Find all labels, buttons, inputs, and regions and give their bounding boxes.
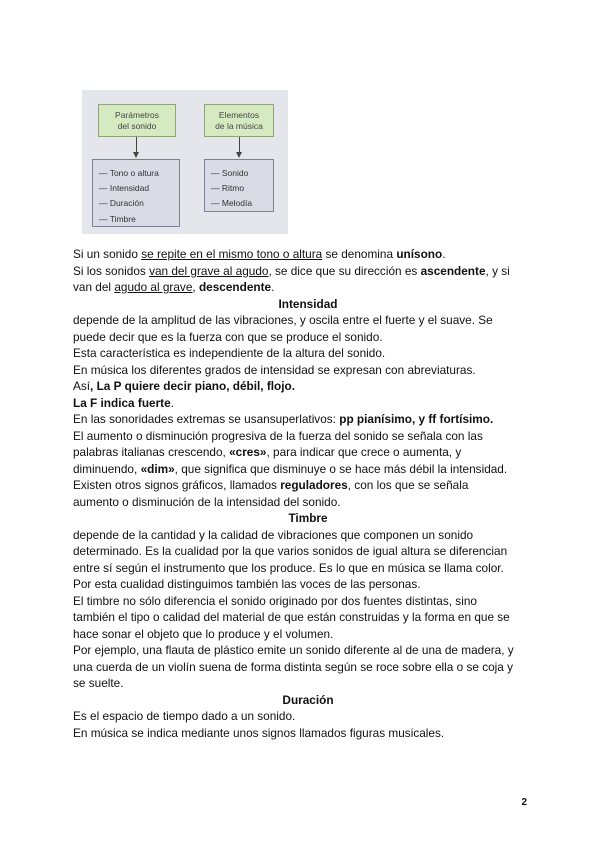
text-line: Existen otros signos gráficos, llamados reguladores, con los que se señala xyxy=(73,478,469,492)
text-line: El timbre no sólo diferencia el sonido originado por dos fuentes distintas, sino xyxy=(73,593,477,608)
text-line: una cuerda de un violín suena de forma distinta según se roce sobre ella o se coja y xyxy=(73,659,514,674)
text-line: entre sí según el instrumento que los produce. Es lo que en música se llama color. xyxy=(73,560,504,575)
text-line: La F indica fuerte. xyxy=(73,395,174,410)
heading-timbre: Timbre xyxy=(288,511,328,525)
parametros-title-line1: Parámetros xyxy=(115,110,159,120)
text-line: En música se indica mediante unos signos llamados figuras musicales. xyxy=(73,725,445,740)
elementos-box xyxy=(204,104,274,137)
arrow-down-icon xyxy=(236,152,242,158)
text-line: Por ejemplo, una flauta de plástico emite un sonido diferente al de una de madera, y xyxy=(73,643,514,657)
page-number: 2 xyxy=(521,797,527,808)
elementos-title-line2: de la música xyxy=(215,121,263,131)
text-line: Esta característica es independiente de la altura del sonido. xyxy=(73,346,386,360)
text-line: hace sonar el objeto que lo produce y el volumen. xyxy=(73,626,334,641)
elementos-title-line1: Elementos xyxy=(218,110,260,120)
parametros-box xyxy=(98,104,176,137)
list-item: — Melodía xyxy=(211,198,253,209)
music-diagram xyxy=(82,90,288,234)
elementos-list xyxy=(204,159,274,212)
text-line: Si los sonidos van del grave al agudo, se dice que su dirección es ascendente, y si xyxy=(73,263,510,278)
parametros-list xyxy=(92,159,180,227)
parametros-title-line2: del sonido xyxy=(117,121,157,131)
text-line: Así, La P quiere decir piano, débil, flojo. xyxy=(73,379,296,393)
text-line: aumento o disminución de la intensidad del sonido. xyxy=(73,494,341,509)
text-line: Si un sonido se repite en el mismo tono o altura se denomina unísono. xyxy=(73,247,446,261)
arrow-down-icon xyxy=(133,152,139,158)
text-line: palabras italianas crescendo, «cres», para indicar que crece o aumenta, y xyxy=(73,445,462,459)
list-item: — Intensidad xyxy=(99,183,150,194)
document-body xyxy=(73,246,543,741)
heading-duracion: Duración xyxy=(282,692,334,707)
text-line: se suelte. xyxy=(73,676,124,690)
text-line: depende de la cantidad y la calidad de vibraciones que componen un sonido xyxy=(73,527,474,542)
text-line: van del agudo al grave, descendente. xyxy=(73,280,275,294)
text-line: El aumento o disminución progresiva de la fuerza del sonido se señala con las xyxy=(73,428,483,443)
text-line: también el tipo o calidad del material de que están construidas y la forma en que se xyxy=(73,610,510,624)
list-item: — Ritmo xyxy=(211,183,245,194)
text-line: En las sonoridades extremas se usansuperlativos: pp pianísimo, y ff fortísimo. xyxy=(73,412,494,426)
text-line: determinado. Es la cualidad por la que varios sonidos de igual altura se diferencian xyxy=(73,544,508,558)
text-line: puede decir que es la fuerza con que se produce el sonido. xyxy=(73,329,383,344)
list-item: — Sonido xyxy=(211,168,249,178)
text-line: Por esta cualidad distinguimos también las voces de las personas. xyxy=(73,577,421,591)
text-line: En música los diferentes grados de intensidad se expresan con abreviaturas. xyxy=(73,362,476,377)
list-item: — Tono o altura xyxy=(99,168,159,178)
list-item: — Duración xyxy=(99,198,144,209)
text-line: Es el espacio de tiempo dado a un sonido. xyxy=(73,709,296,723)
list-item: — Timbre xyxy=(99,213,136,224)
text-line: diminuendo, «dim», que significa que disminuye o se hace más débil la intensidad. xyxy=(73,461,508,476)
heading-intensidad: Intensidad xyxy=(278,296,338,311)
text-line: depende de la amplitud de las vibraciones, y oscila entre el fuerte y el suave. Se xyxy=(73,313,493,327)
